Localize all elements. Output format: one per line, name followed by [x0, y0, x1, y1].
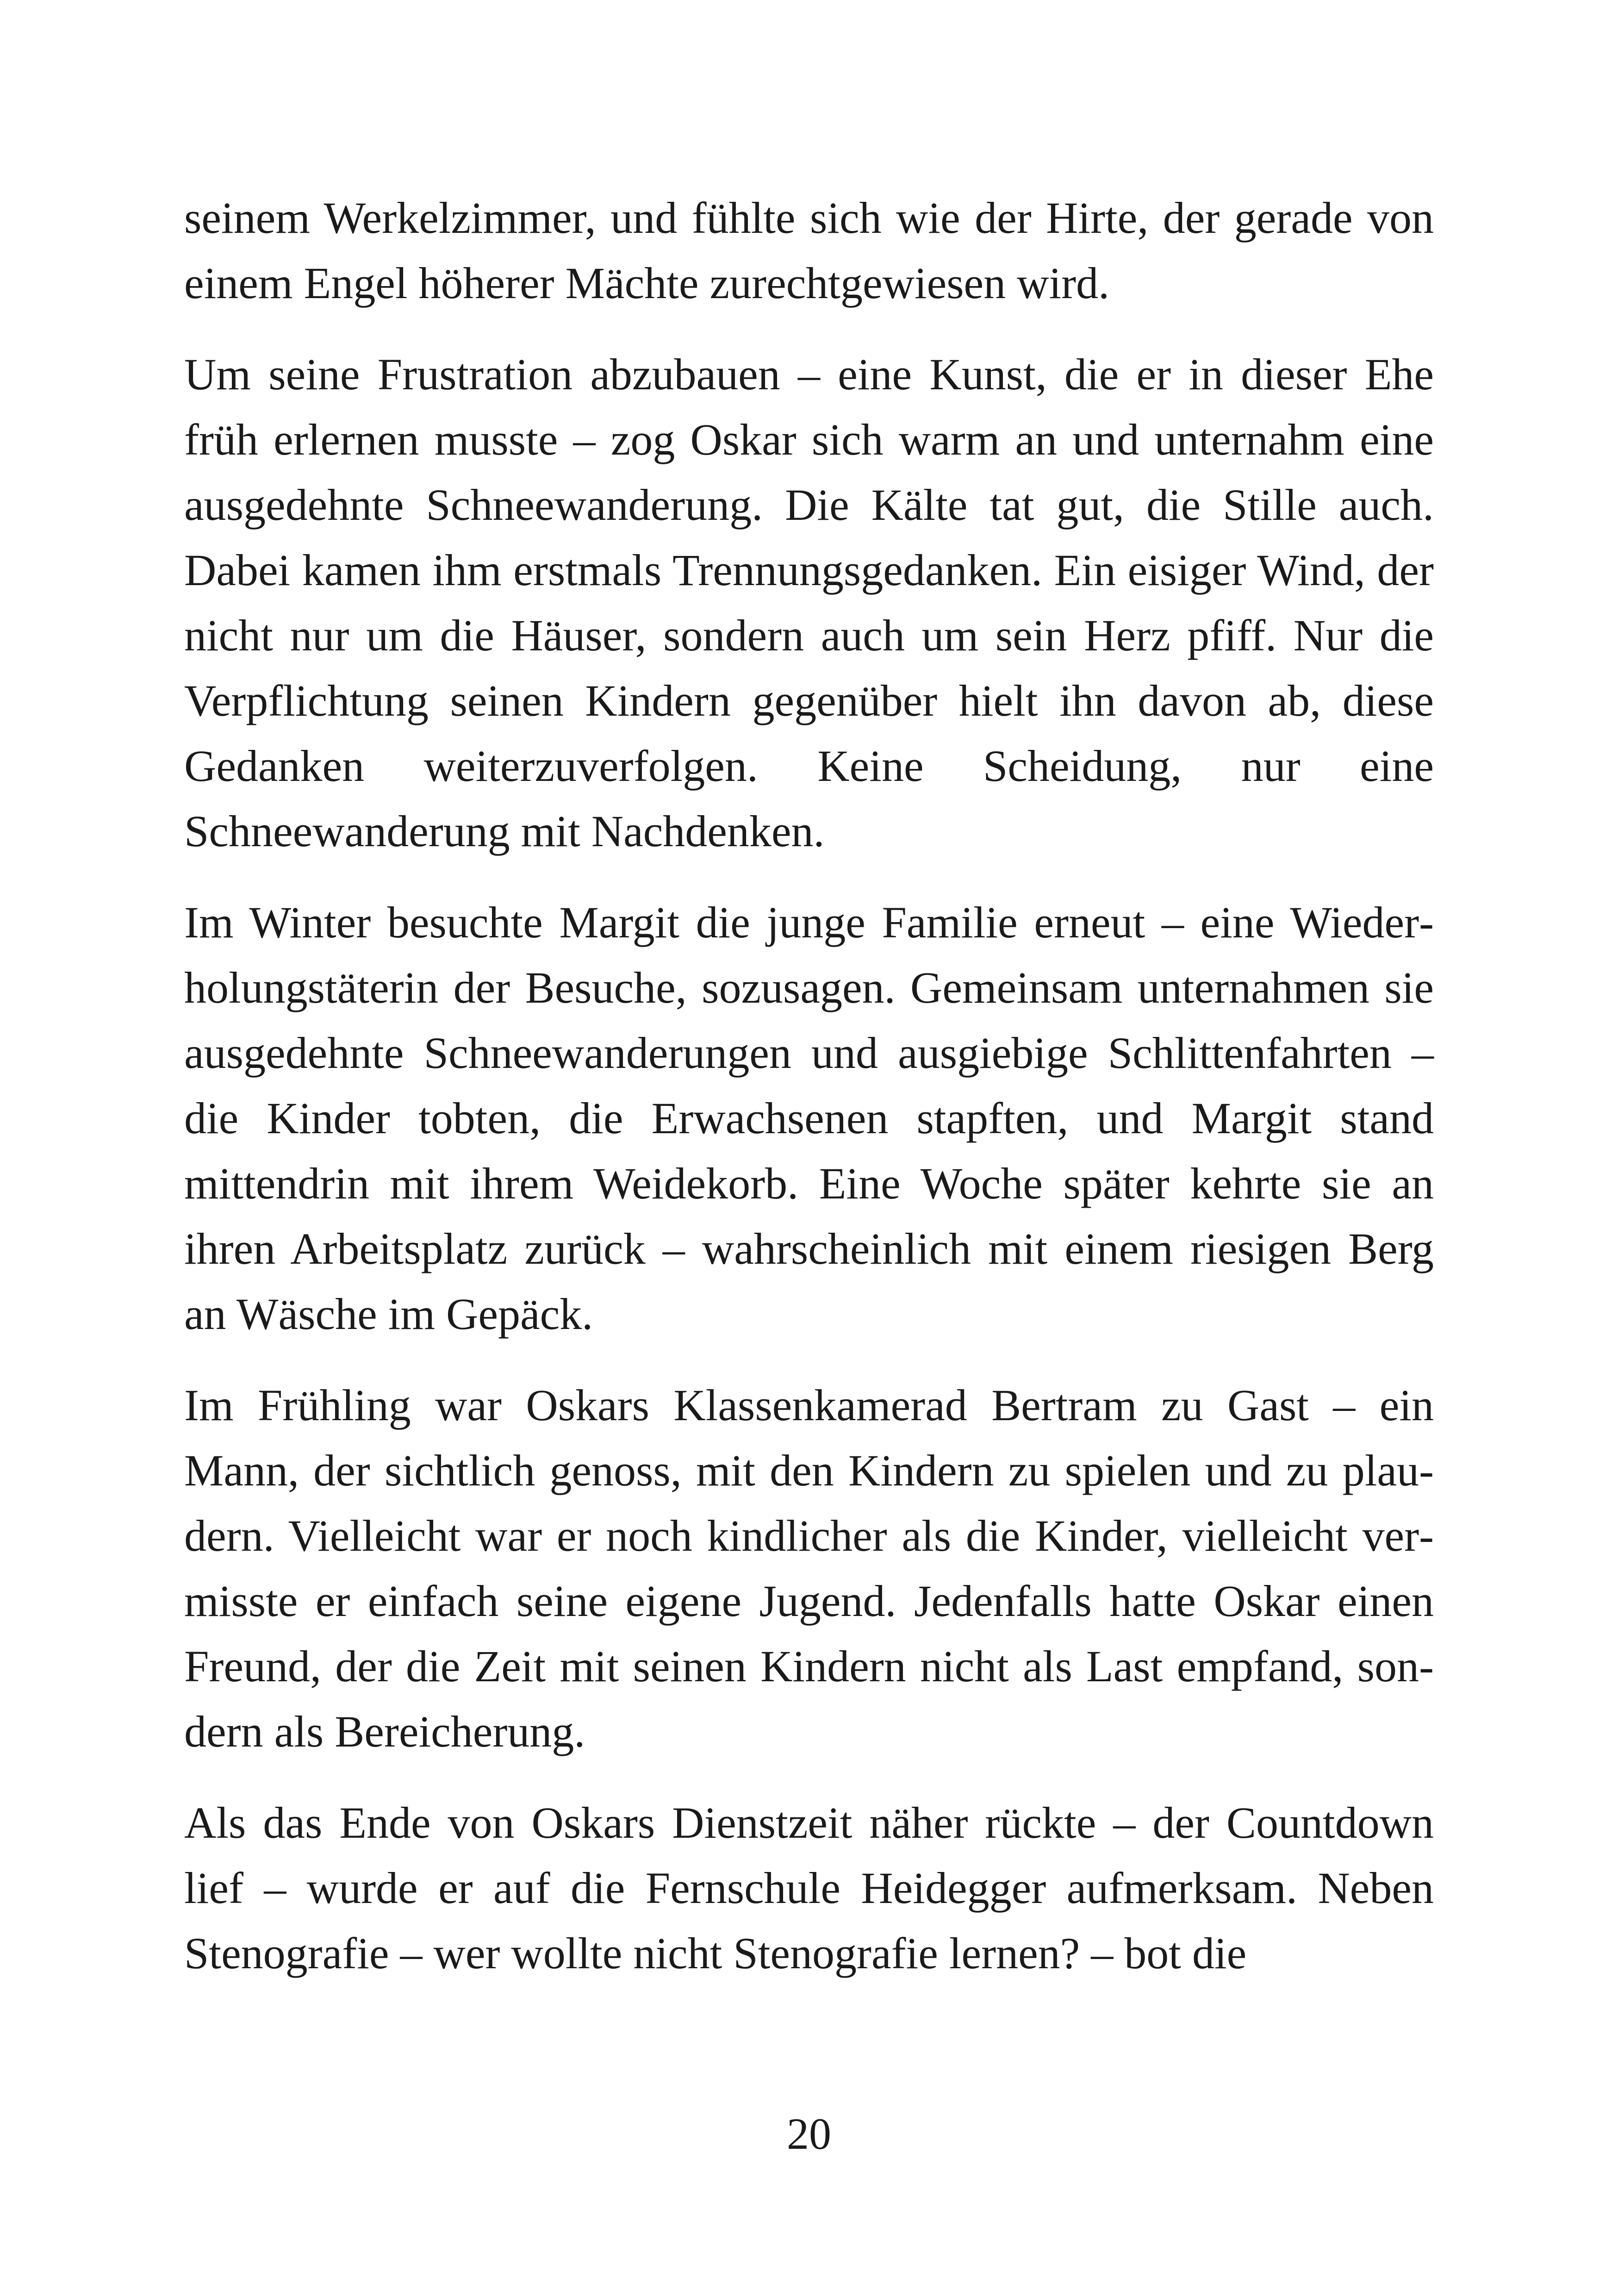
- paragraph-3: Im Winter besuchte Margit die junge Familie erneut – eine Wiederholungstäterin der Besuche, sozusagen. Gemeinsam unternahmen sie ausgedehnte Schneewanderungen und ausgiebige Schlittenfahrten – die Kinder tobten, die Erwachsenen stapften, und Margit stand mittendrin mit ihrem Weidekorb. Eine Woche später kehrte sie an ihren Arbeitsplatz zurück – wahrscheinlich mit einem riesigen Berg an Wäsche im Gepäck.: [184, 898, 1434, 1339]
- paragraph-1: seinem Werkelzimmer, und fühlte sich wie der Hirte, der gerade von einem Engel höherer Mächte zurechtgewiesen wird.: [184, 193, 1434, 308]
- paragraph-2: Um seine Frustration abzubauen – eine Kunst, die er in dieser Ehe früh erlernen musste – zog Oskar sich warm an und unternahm eine ausgedehnte Schneewanderung. Die Kälte tat gut, die Stille auch. Dabei kamen ihm erstmals Trennungsgedanken. Ein eisiger Wind, der nicht nur um die Häuser, sondern auch um sein Herz pfiff. Nur die Verpflichtung seinen Kindern gegenüber hielt ihn davon ab, diese Gedanken weiterzuverfolgen. Keine Scheidung, nur eine Schneewanderung mit Nachdenken.: [184, 349, 1434, 856]
- page-number: 20: [787, 2109, 831, 2159]
- paragraph-4: Im Frühling war Oskars Klassenkamerad Bertram zu Gast – ein Mann, der sichtlich genoss, mit den Kindern zu spielen und zu plaudern. Vielleicht war er noch kindlicher als die Kinder, vielleicht vermisste er einfach seine eigene Jugend. Jedenfalls hatte Oskar einen Freund, der die Zeit mit seinen Kindern nicht als Last empfand, sondern als Bereicherung.: [184, 1380, 1434, 1756]
- paragraph-5: Als das Ende von Oskars Dienstzeit näher rückte – der Countdown lief – wurde er auf die Fernschule Heidegger aufmerksam. Neben Stenografie – wer wollte nicht Stenografie lernen? – bot die: [184, 1798, 1434, 1978]
- body-text: [184, 185, 1434, 1986]
